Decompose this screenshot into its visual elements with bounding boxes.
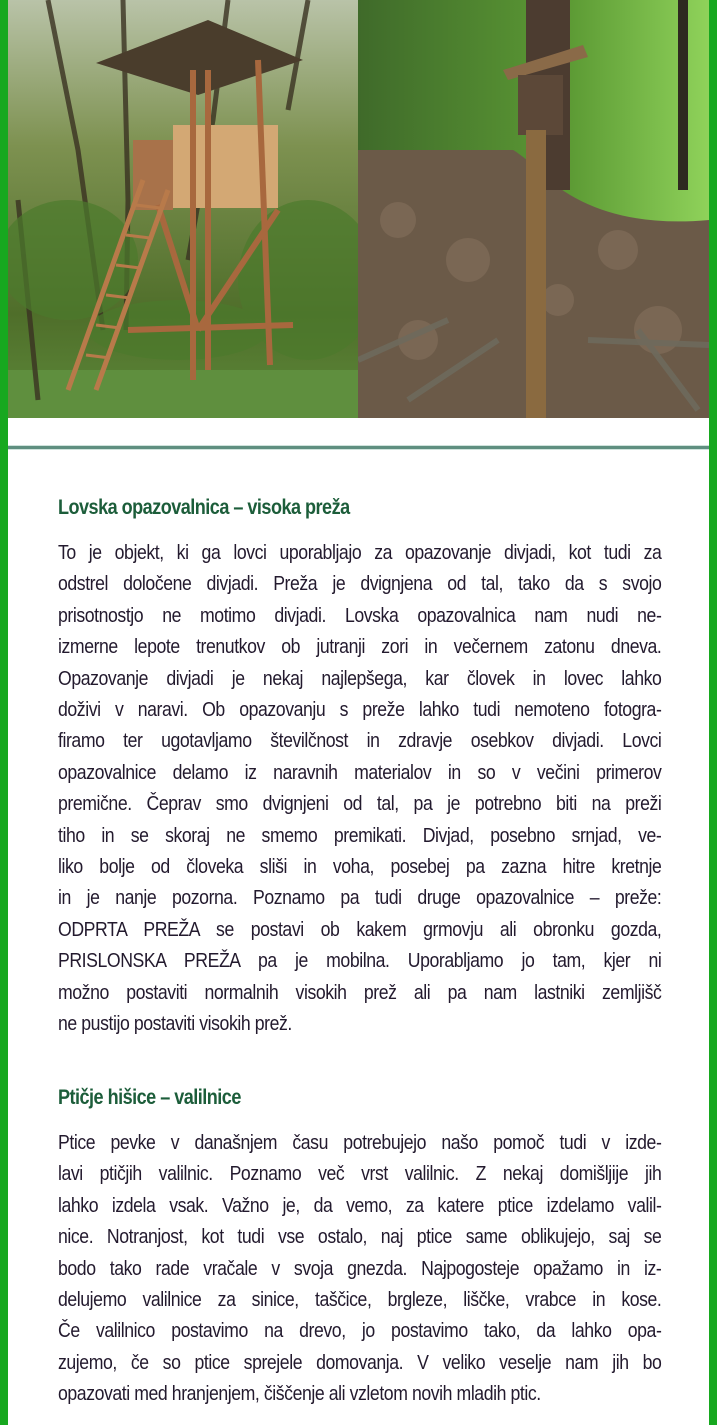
text-line: delujemo valilnice za sinice, taščice, brgleze, liščke, vrabce in kose. bbox=[58, 1288, 662, 1312]
photo-bird-post bbox=[358, 0, 709, 418]
section-divider bbox=[8, 446, 709, 449]
text-line: možno postaviti normalnih visokih prež ali pa nam lastniki zemljišč bbox=[58, 980, 662, 1004]
text-line: lahko izdela vsak. Važno je, da vemo, za katere ptice izdelamo valil- bbox=[58, 1193, 662, 1217]
text-line: liko bolje od človeka sliši in voha, posebej pa zazna hitre kretnje bbox=[58, 855, 662, 879]
text-line: lavi ptičjih valilnic. Poznamo več vrst valilnic. Z nekaj domišljije jih bbox=[58, 1162, 662, 1186]
text-line: opazovalnice delamo iz naravnih materialov in so v večini primerov bbox=[58, 760, 662, 784]
text-line: prisotnostjo ne motimo divjadi. Lovska opazovalnica nam nudi ne- bbox=[58, 603, 662, 627]
text-line: in je nanje pozorna. Poznamo pa tudi druge opazovalnice – preže: bbox=[58, 886, 662, 910]
text-line: zujemo, če so ptice sprejele domovanja. V veliko veselje nam jih bo bbox=[58, 1350, 662, 1374]
text-line: Ptice pevke v današnjem času potrebujejo našo pomoč tudi v izde- bbox=[58, 1131, 662, 1154]
green-frame-left bbox=[0, 0, 8, 1425]
text-line: premične. Čeprav smo dvignjeni od tal, pa je potrebno biti na preži bbox=[58, 792, 662, 816]
text-line: ne pustijo postaviti visokih prež. bbox=[58, 1012, 292, 1036]
bird-post-image bbox=[358, 0, 709, 418]
text-line: ODPRTA PREŽA se postavi ob kakem grmovju ali obronku gozda, bbox=[58, 917, 662, 941]
text-line: firamo ter ugotavljamo številčnost in zdravje osebkov divjadi. Lovci bbox=[58, 729, 662, 753]
text-line: izmerne lepote trenutkov ob jutranji zori in večernem zatonu dneva. bbox=[58, 635, 662, 659]
text-line: doživi v naravi. Ob opazovanju s preže lahko tudi nemoteno fotogra- bbox=[58, 698, 662, 722]
section-bird-houses bbox=[58, 1083, 662, 1410]
text-line: PRISLONSKA PREŽA pa je mobilna. Uporabljamo jo tam, kjer ni bbox=[58, 949, 662, 973]
paragraph-bird-houses bbox=[58, 1127, 661, 1410]
heading-high-seat: Lovska opazovalnica – visoka preža bbox=[58, 496, 350, 519]
text-line: nice. Notranjost, kot tudi vse ostalo, naj ptice same oblikujejo, saj se bbox=[58, 1225, 662, 1249]
green-frame-right bbox=[709, 0, 717, 1425]
text-line: Če valilnico postavimo na drevo, jo postavimo tako, da lahko opa- bbox=[58, 1319, 662, 1343]
photo-strip bbox=[8, 0, 709, 418]
paragraph-high-seat bbox=[58, 537, 661, 1040]
text-line: Opazovanje divjadi je nekaj najlepšega, kar človek in lovec lahko bbox=[58, 666, 662, 690]
text-line: odstrel določene divjadi. Preža je dvignjena od tal, tako da s svojo bbox=[58, 572, 662, 596]
heading-bird-houses: Ptičje hišice – valilnice bbox=[58, 1086, 241, 1109]
high-seat-image bbox=[8, 0, 358, 418]
text-line: tiho in se skoraj ne smemo premikati. Divjad, posebno srnjad, ve- bbox=[58, 823, 662, 847]
section-high-seat bbox=[58, 493, 662, 1040]
text-line: opazovati med hranjenjem, čiščenje ali vzletom novih mladih ptic. bbox=[58, 1382, 541, 1406]
photo-high-seat bbox=[8, 0, 358, 418]
text-line: To je objekt, ki ga lovci uporabljajo za opazovanje divjadi, kot tudi za bbox=[58, 541, 662, 564]
text-line: bodo tako rade vračale v svoja gnezda. Najpogosteje opažamo in iz- bbox=[58, 1256, 662, 1280]
